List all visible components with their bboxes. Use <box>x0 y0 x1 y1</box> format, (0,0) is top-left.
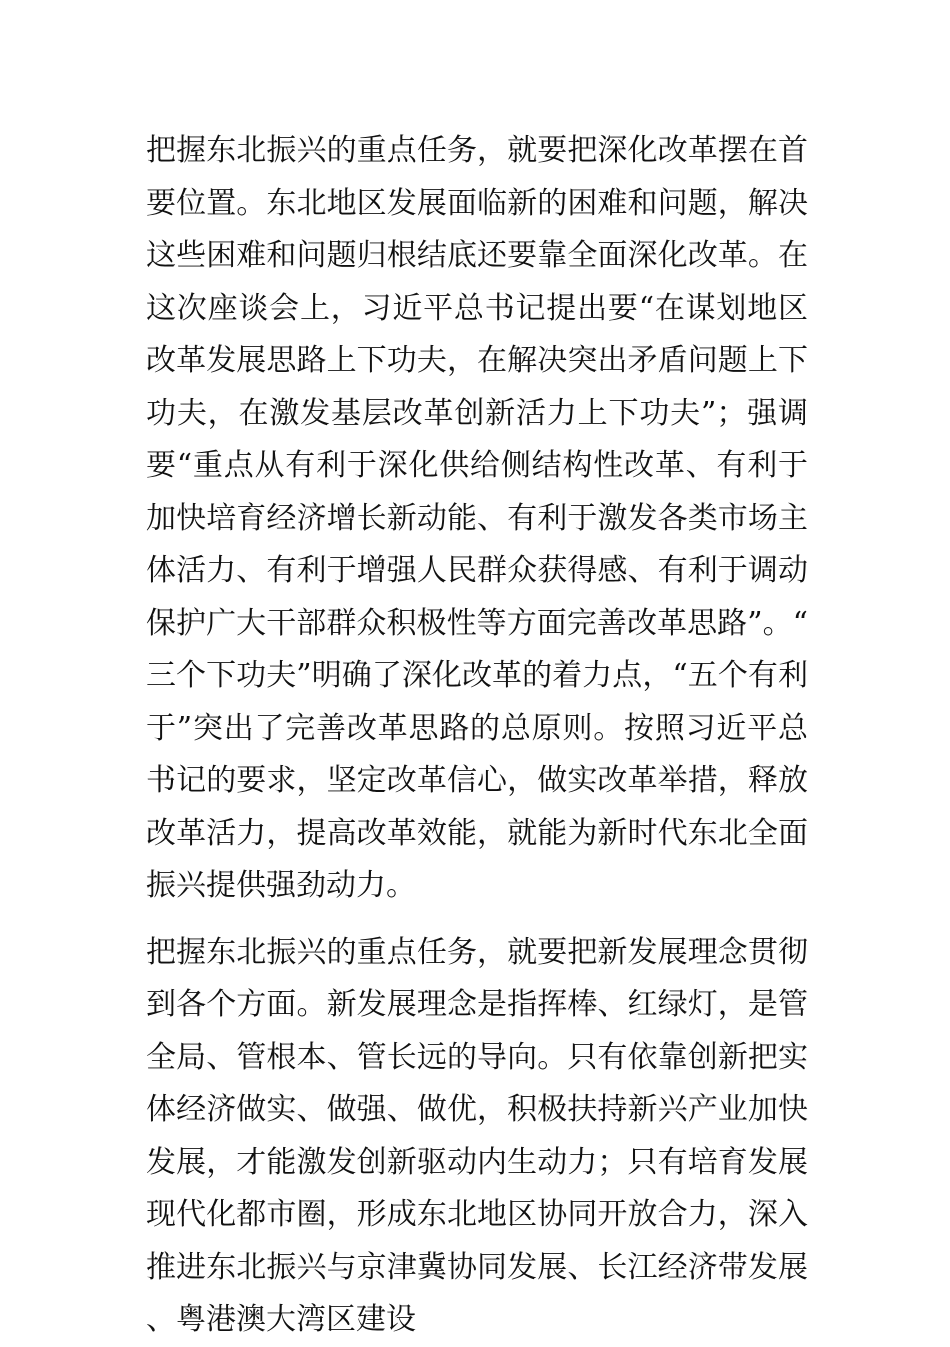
document-body <box>146 125 808 1347</box>
paragraph-new-development-concept: 把握东北振兴的重点任务，就要把新发展理念贯彻到各个方面。新发展理念是指挥棒、红绿灯，是管全局、管根本、管长远的导向。只有依靠创新把实体经济做实、做强、做优，积极扶持新兴产业加快发展，才能激发创新驱动内生动力；只有培育发展现代化都市圈，形成东北地区协同开放合力，深入推进东北振兴与京津冀协同发展、长江经济带发展、粤港澳大湾区建设 <box>146 934 808 1337</box>
paragraph-deepen-reform: 把握东北振兴的重点任务，就要把深化改革摆在首要位置。东北地区发展面临新的困难和问题，解决这些困难和问题归根结底还要靠全面深化改革。在这次座谈会上，习近平总书记提出要“在谋划地区改革发展思路上下功夫，在解决突出矛盾问题上下功夫，在激发基层改革创新活力上下功夫”；强调要“重点从有利于深化供给侧结构性改革、有利于加快培育经济增长新动能、有利于激发各类市场主体活力、有利于增强人民群众获得感、有利于调动保护广大干部群众积极性等方面完善改革思路”。“三个下功夫”明确了深化改革的着力点，“五个有利于”突出了完善改革思路的总原则。按照习近平总书记的要求，坚定改革信心，做实改革举措，释放改革活力，提高改革效能，就能为新时代东北全面振兴提供强劲动力。 <box>146 133 808 903</box>
